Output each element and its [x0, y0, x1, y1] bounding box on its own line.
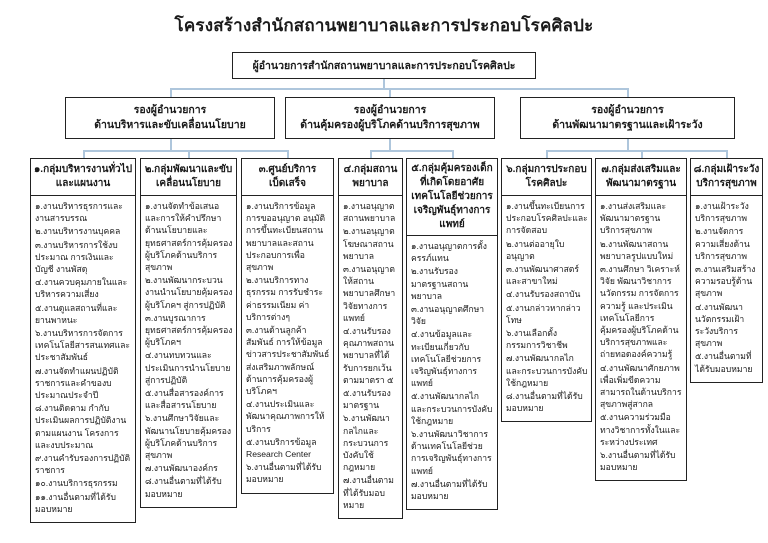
connector-line	[726, 150, 728, 158]
group-header: ๕.กลุ่มคุ้มครองเด็กที่เกิดโดยอาศัยเทคโนโลยีช่วยการเจริญพันธุ์ทางการแพทย์	[406, 158, 498, 236]
task-item: ๖.งานเลือกตั้งกรรมการวิชาชีพ	[506, 328, 568, 351]
task-item: ๗.งานอื่นตามที่ได้รับมอบหมาย	[343, 475, 394, 510]
group-task-list	[30, 196, 136, 523]
task-item: ๓.งานพัฒนาศาสตร์และสาขาใหม่	[506, 264, 580, 287]
deputy-title: รองผู้อำนวยการ	[591, 103, 664, 116]
connector-line	[383, 79, 385, 88]
task-item: ๖.งานศึกษาวิจัยและพัฒนานโยบายคุ้มครองผู้บริโภคด้านบริการสุขภาพ	[145, 413, 232, 461]
task-item: ๗.งานพัฒนากลไกและกระบวนการบังคับใช้กฎหมาย	[506, 353, 588, 388]
group-header: ๗.กลุ่มส่งเสริมและพัฒนามาตรฐาน	[595, 158, 687, 196]
deputy-title: รองผู้อำนวยการ	[133, 103, 207, 116]
task-item: ๓.งานอนุญาตให้สถานพยาบาลศึกษา วิจัยทางการแพทย์	[343, 264, 396, 323]
task-item: ๗.งานอื่นตามที่ได้รับมอบหมาย	[411, 478, 488, 502]
task-item: ๓.งานบริหารการใช้งบประมาณ การเงินและบัญชี งานพัสดุ	[35, 239, 118, 275]
connector-line	[188, 150, 190, 158]
group-task-list	[406, 236, 498, 510]
task-item: ๒.งานต่ออายุใบอนุญาต	[506, 238, 565, 261]
task-item: ๓.งานด้านลูกค้าสัมพันธ์ การให้ข้อมูลข่าวสารประชาสัมพันธ์ส่งเสริมภาพลักษณ์ด้านการคุ้มครองผู้บริโภคฯ	[246, 325, 330, 397]
task-item: ๕.งานความร่วมมือทางวิชาการทั้งในและระหว่างประเทศ	[600, 412, 681, 447]
task-item: ๒.งานรับรองมาตรฐานสถานพยาบาล	[411, 266, 469, 301]
task-item: ๕.งานดูแลสถานที่และยานพาหนะ	[35, 302, 118, 325]
task-item: ๔.งานประเมินและพัฒนาคุณภาพการให้บริการ	[246, 399, 325, 434]
connector-line	[83, 150, 85, 158]
group-column-2	[140, 158, 237, 508]
task-item: ๒.งานอนุญาตโฆษณาสถานพยาบาล	[343, 226, 395, 261]
group-column-1	[30, 158, 136, 523]
group-header: ๑.กลุ่มบริหารงานทั่วไปและแผนงาน	[30, 158, 136, 196]
connector-line	[641, 150, 643, 158]
task-item: ๕.งานบริการข้อมูล Research Center	[246, 436, 317, 460]
task-item: ๑.งานบริการข้อมูลการขออนุญาต อนุมัติ การขึ้นทะเบียนสถานพยาบาลและสถานประกอบการเพื่อสุขภาพ	[246, 201, 326, 273]
task-item: ๗.งานจัดทำแผนปฏิบัติราชการและคำของบประมาณประจำปี	[35, 365, 119, 401]
task-item: ๙.งานคำรับรองการปฏิบัติราชการ	[35, 453, 131, 476]
task-item: ๔.งานพัฒนานวัตกรรมเฝ้าระวังบริการสุขภาพ	[695, 301, 745, 349]
task-item: ๒.งานบริการทางธุรกรรม การรับชำระค่าธรรมเนียม ค่าบริการต่างๆ	[246, 275, 323, 322]
task-item: ๔.งานข้อมูลและทะเบียนเกี่ยวกับเทคโนโลยีช่วยการเจริญพันธุ์ทางการแพทย์	[411, 329, 482, 389]
connector-line	[546, 150, 727, 152]
task-item: ๖.งานอื่นตามที่ได้รับมอบหมาย	[246, 462, 322, 485]
task-item: ๘.งานอื่นตามที่ได้รับมอบหมาย	[506, 391, 583, 414]
task-item: ๕.งานรับรองมาตรฐาน	[343, 388, 391, 411]
task-item: ๑.งานอนุญาตการตั้งครรภ์แทน	[411, 241, 487, 264]
connector-line	[370, 150, 372, 158]
group-column-6	[501, 158, 592, 422]
group-column-3	[241, 158, 334, 494]
deputy-box-3	[520, 97, 735, 139]
task-item: ๑.งานบริหารธุรการและงานสารบรรณ	[35, 201, 123, 224]
task-item: ๓.งานบูรณาการยุทธศาสตร์การคุ้มครองผู้บริโภคฯ	[145, 312, 233, 348]
group-column-7	[595, 158, 687, 481]
connector-line	[452, 150, 454, 158]
task-item: ๒.งานพัฒนากระบวนงานนำนโยบายคุ้มครองผู้บริโภคฯ สู่การปฏิบัติ	[145, 275, 233, 310]
deputy-area: ด้านคุ้มครองผู้บริโภคด้านบริการสุขภาพ	[300, 119, 480, 131]
task-item: ๕.งานสื่อสารองค์การและสื่อสารนโยบาย	[145, 388, 224, 411]
task-item: ๓.งานอนุญาตศึกษาวิจัย	[411, 304, 485, 327]
deputy-title: รองผู้อำนวยการ	[353, 103, 427, 116]
task-item: ๕.งานกล่าวหากล่าวโทษ	[506, 302, 581, 325]
task-item: ๓.งานศึกษา วิเคราะห์ วิจัย พัฒนาวิชาการ นวัตกรรม การจัดการความรู้ และประเมินเทคโนโลยีการคุ้มครองผู้บริโภคด้านบริการสุขภาพและถ่ายทอดองค์ความรู้	[600, 264, 680, 360]
task-item: ๔.งานควบคุมภายในและบริหารความเสี่ยง	[35, 277, 128, 300]
group-task-list	[338, 196, 403, 519]
group-header: ๓.ศูนย์บริการเบ็ดเสร็จ	[241, 158, 334, 196]
connector-line	[627, 88, 629, 97]
task-item: ๒.งานจัดการความเสี่ยงด้านบริการสุขภาพ	[695, 226, 750, 261]
group-column-8	[690, 158, 763, 383]
group-header: ๖.กลุ่มการประกอบโรคศิลปะ	[501, 158, 592, 196]
task-item: ๖.งานพัฒนาวิชาการด้านเทคโนโลยีช่วยการเจริญพันธุ์ทางการแพทย์	[411, 429, 492, 476]
task-item: ๒.งานพัฒนาสถานพยาบาลรูปแบบใหม่	[600, 238, 674, 261]
task-item: ๔.งานทบทวนและประเมินการนำนโยบายสู่การปฏิบัติ	[145, 350, 231, 385]
group-task-list	[690, 196, 763, 383]
task-item: ๔.งานรับรองคุณภาพสถานพยาบาลที่ได้รับการยกเว้นตามมาตรา ๕	[343, 326, 395, 385]
group-task-list	[595, 196, 687, 481]
task-item: ๘.งานอื่นตามที่ได้รับมอบหมาย	[145, 476, 222, 499]
deputy-area: ด้านพัฒนามาตรฐานและเฝ้าระวัง	[552, 119, 703, 131]
deputy-box-2	[285, 97, 495, 139]
group-task-list	[140, 196, 237, 508]
task-item: ๖.งานบริหารการจัดการเทคโนโลยีสารสนเทศและประชาสัมพันธ์	[35, 328, 131, 363]
page-title: โครงสร้างสำนักสถานพยาบาลและการประกอบโรคศิลปะ	[174, 16, 594, 35]
connector-line	[83, 150, 288, 152]
group-column-5	[406, 158, 498, 510]
task-item: ๕.งานอื่นตามที่ได้รับมอบหมาย	[695, 351, 753, 374]
task-item: ๑.งานส่งเสริมและพัฒนามาตรฐานบริการสุขภาพ	[600, 201, 667, 236]
task-item: ๖.งานอื่นตามที่ได้รับมอบหมาย	[600, 450, 676, 473]
task-item: ๓.งานเสริมสร้างความรอบรู้ด้านสุขภาพ	[695, 264, 756, 299]
task-item: ๔.งานพัฒนาศักยภาพเพื่อเพิ่มขีดความสามารถในด้านบริการสุขภาพสู่สากล	[600, 362, 682, 410]
group-header: ๒.กลุ่มพัฒนาและขับเคลื่อนนโยบาย	[140, 158, 237, 196]
group-task-list	[241, 196, 334, 494]
connector-line	[370, 150, 453, 152]
task-item: ๘.งานติดตาม กำกับ ประเมินผลการปฏิบัติงานตามแผนงาน โครงการและงบประมาณ	[35, 403, 127, 450]
task-item: ๒.งานบริหารงานบุคคล	[35, 226, 121, 237]
connector-line	[170, 139, 172, 150]
connector-line	[389, 139, 391, 150]
connector-line	[389, 88, 391, 97]
connector-line	[170, 88, 628, 90]
task-item: ๗.งานพัฒนาองค์กร	[145, 463, 218, 474]
group-header: ๔.กลุ่มสถานพยาบาล	[338, 158, 403, 196]
task-item: ๑.งานขึ้นทะเบียนการประกอบโรคศิลปะและการจัดสอบ	[506, 201, 588, 236]
connector-line	[627, 139, 629, 150]
task-item: ๑.งานอนุญาตสถานพยาบาล	[343, 201, 396, 224]
deputy-box-1	[65, 97, 275, 139]
connector-line	[287, 150, 289, 158]
task-item: ๕.งานพัฒนากลไกและกระบวนการบังคับใช้กฎหมาย	[411, 391, 493, 426]
group-task-list	[501, 196, 592, 422]
deputy-area: ด้านบริหารและขับเคลื่อนนโยบาย	[94, 119, 246, 131]
group-column-4	[338, 158, 403, 519]
task-item: ๖.งานพัฒนากลไกและกระบวนการบังคับใช้กฎหมาย	[343, 413, 390, 473]
connector-line	[546, 150, 548, 158]
task-item: ๑.งานเฝ้าระวังบริการสุขภาพ	[695, 201, 749, 224]
task-item: ๔.งานรับรองสถาบัน	[506, 289, 581, 300]
connector-line	[170, 88, 172, 97]
director-box: ผู้อำนวยการสำนักสถานพยาบาลและการประกอบโรคศิลปะ	[232, 52, 536, 79]
task-item: ๑๐.งานบริการธุรกรรม	[35, 478, 118, 489]
task-item: ๑.งานจัดทำข้อเสนอและการให้คำปรึกษาด้านนโยบายและยุทธศาสตร์การคุ้มครองผู้บริโภคด้านบริการสุขภาพ	[145, 201, 233, 273]
group-header: ๘.กลุ่มเฝ้าระวังบริการสุขภาพ	[690, 158, 763, 196]
task-item: ๑๑.งานอื่นตามที่ได้รับมอบหมาย	[35, 491, 116, 514]
